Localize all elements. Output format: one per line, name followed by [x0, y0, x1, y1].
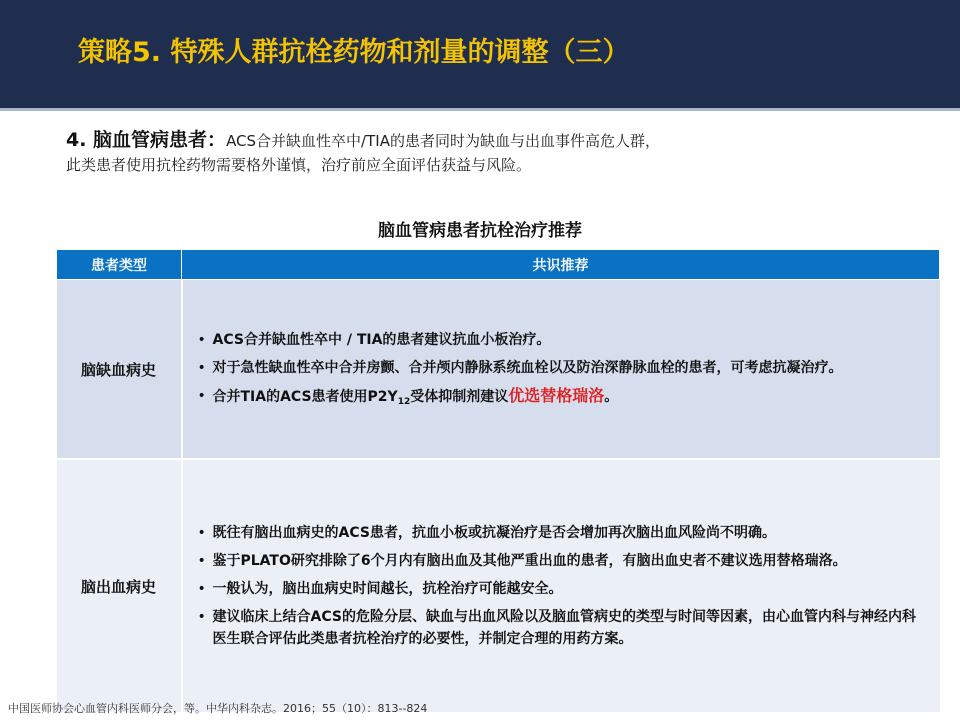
column-header-patient-type: 患者类型	[57, 250, 182, 280]
list-item: • ACS合并缺血性卒中 / TIA的患者建议抗血小板治疗。	[193, 329, 930, 351]
row-recommendations-ischemic	[182, 280, 940, 460]
item3-middle: 受体抑制剂建议	[410, 389, 509, 405]
list-item: • 对于急性缺血性卒中合并房颤、合并颅内静脉系统血栓以及防治深静脉血栓的患者，可考虑抗凝治疗。	[193, 357, 930, 379]
slide-title: 策略5. 特殊人群抗栓药物和剂量的调整（三）	[78, 37, 630, 68]
intro-text-2: 此类患者使用抗栓药物需要格外谨慎，治疗前应全面评估获益与风险。	[66, 156, 532, 174]
row-recommendations-hemorrhagic	[182, 459, 940, 712]
row-type-ischemic: 脑缺血病史	[57, 280, 182, 460]
item3-prefix: 合并TIA的ACS患者使用P2Y	[212, 389, 398, 405]
table-row	[57, 280, 940, 460]
list-item	[193, 385, 930, 408]
intro-text-1: ACS合并缺血性卒中/TIA的患者同时为缺血与出血事件高危人群，	[226, 132, 660, 150]
intro-heading: 4. 脑血管病患者：	[66, 129, 227, 151]
footnote-citation: 中国医师协会心血管内科医师分会，等。中华内科杂志。2016；55（10）：813--824	[8, 702, 428, 715]
table-title: 脑血管病患者抗栓治疗推荐	[378, 221, 582, 241]
recommendation-table	[56, 249, 940, 712]
item3-subscript: 12	[397, 397, 411, 407]
item3-suffix: 。	[604, 389, 619, 405]
table-header-row	[57, 250, 940, 280]
header-bar	[0, 0, 960, 108]
list-item: • 既往有脑出血病史的ACS患者，抗血小板或抗凝治疗是否会增加再次脑出血风险尚不明确。	[193, 522, 930, 544]
intro-paragraph	[66, 128, 926, 177]
column-header-recommendation: 共识推荐	[182, 250, 940, 280]
highlight-ticagrelor: 优选替格瑞洛	[508, 386, 605, 405]
row-type-hemorrhagic: 脑出血病史	[57, 459, 182, 712]
header-divider	[0, 108, 960, 111]
table-row	[57, 459, 940, 712]
list-item: • 一般认为，脑出血病史时间越长，抗栓治疗可能越安全。	[193, 578, 930, 600]
list-item: • 鉴于PLATO研究排除了6个月内有脑出血及其他严重出血的患者，有脑出血史者不建议选用替格瑞洛。	[193, 550, 930, 572]
bullet-list	[193, 329, 930, 408]
bullet-list	[193, 522, 930, 650]
intro-line-1	[66, 128, 926, 153]
list-item: • 建议临床上结合ACS的危险分层、缺血与出血风险以及脑血管病史的类型与时间等因素，由心血管内科与神经内科医生联合评估此类患者抗栓治疗的必要性，并制定合理的用药方案。	[193, 606, 930, 650]
